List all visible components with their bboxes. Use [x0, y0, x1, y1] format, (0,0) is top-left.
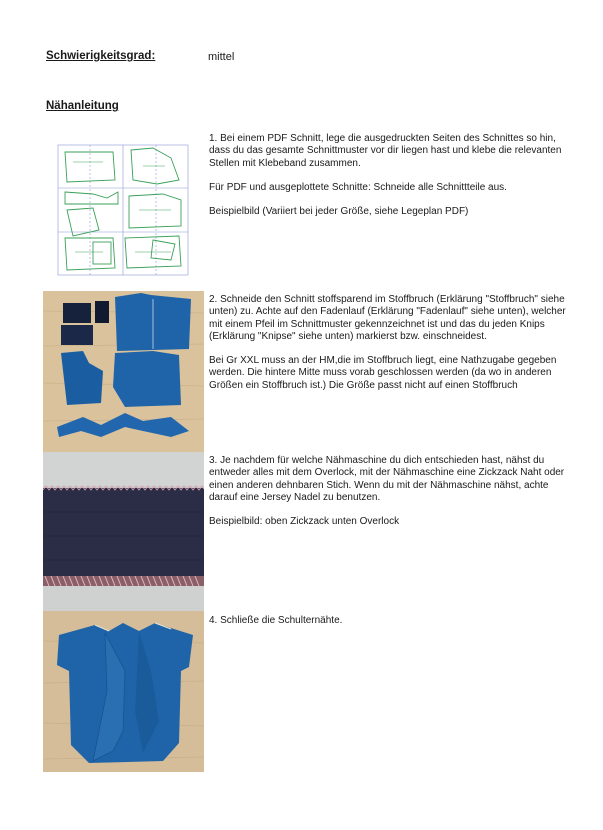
stitch-sample-image: [43, 452, 204, 611]
difficulty-label: Schwierigkeitsgrad:: [46, 50, 156, 62]
step-4-paragraph-1: 4. Schließe die Schulternähte.: [209, 615, 343, 626]
difficulty-value: mittel: [208, 51, 235, 63]
step-1-paragraph-3: Beispielbild (Variiert bei jeder Größe, siehe Legeplan PDF): [209, 206, 469, 218]
shoulder-seam-image: [43, 611, 204, 772]
step-2-text: [209, 294, 579, 404]
step-3-text: [209, 455, 579, 540]
step-3-paragraph-1: 3. Je nachdem für welche Nähmaschine du dich entschieden hast, nähst du entweder alles mit dem Overlock, mit der Nähmaschine eine Zickzack Naht oder einen anderen dehnbaren Stich. Wenn du mit der Nähmaschine nähst, achte darauf eine Jersey Nadel zu benutzen.: [209, 455, 565, 503]
cut-pieces-image: [43, 291, 204, 452]
step-3-paragraph-2: Beispielbild: oben Zickzack unten Overlock: [209, 516, 400, 528]
step-2-paragraph-2: Bei Gr XXL muss an der HM,die im Stoffbruch liegt, eine Nathzugabe gegeben werden. Die hintere Mitte muss vorab geschlossen werden (da wo in anderen Größen ein Stoffbruch ist.) Die Größe passt nicht auf einen Stoffbruch: [209, 355, 557, 391]
step-2-paragraph-1: 2. Schneide den Schnitt stoffsparend im Stoffbruch (Erklärung "Stoffbruch" siehe unten) zu. Achte auf den Fadenlauf (Erklärung "Fadenlauf" siehe unten), welcher mit einem Pfeil im Schnittmuster gekennzeichnet ist und das du jeden Knips (Erklärung "Knipse" siehe unten) markierst bzw. einschneidest.: [209, 294, 566, 342]
section-title: Nähanleitung: [46, 100, 119, 112]
step-4-text: [209, 615, 579, 639]
pattern-layout-image: [53, 140, 203, 280]
step-1-text: [209, 133, 579, 230]
step-1-paragraph-2: Für PDF und ausgeplottete Schnitte: Schneide alle Schnittteile aus.: [209, 181, 507, 193]
step-1-paragraph-1: 1. Bei einem PDF Schnitt, lege die ausgedruckten Seiten des Schnittes so hin, dass du das gesamte Schnittmuster vor dir liegen hast und klebe die relevanten Stellen mit Klebeband zusammen.: [209, 133, 562, 169]
